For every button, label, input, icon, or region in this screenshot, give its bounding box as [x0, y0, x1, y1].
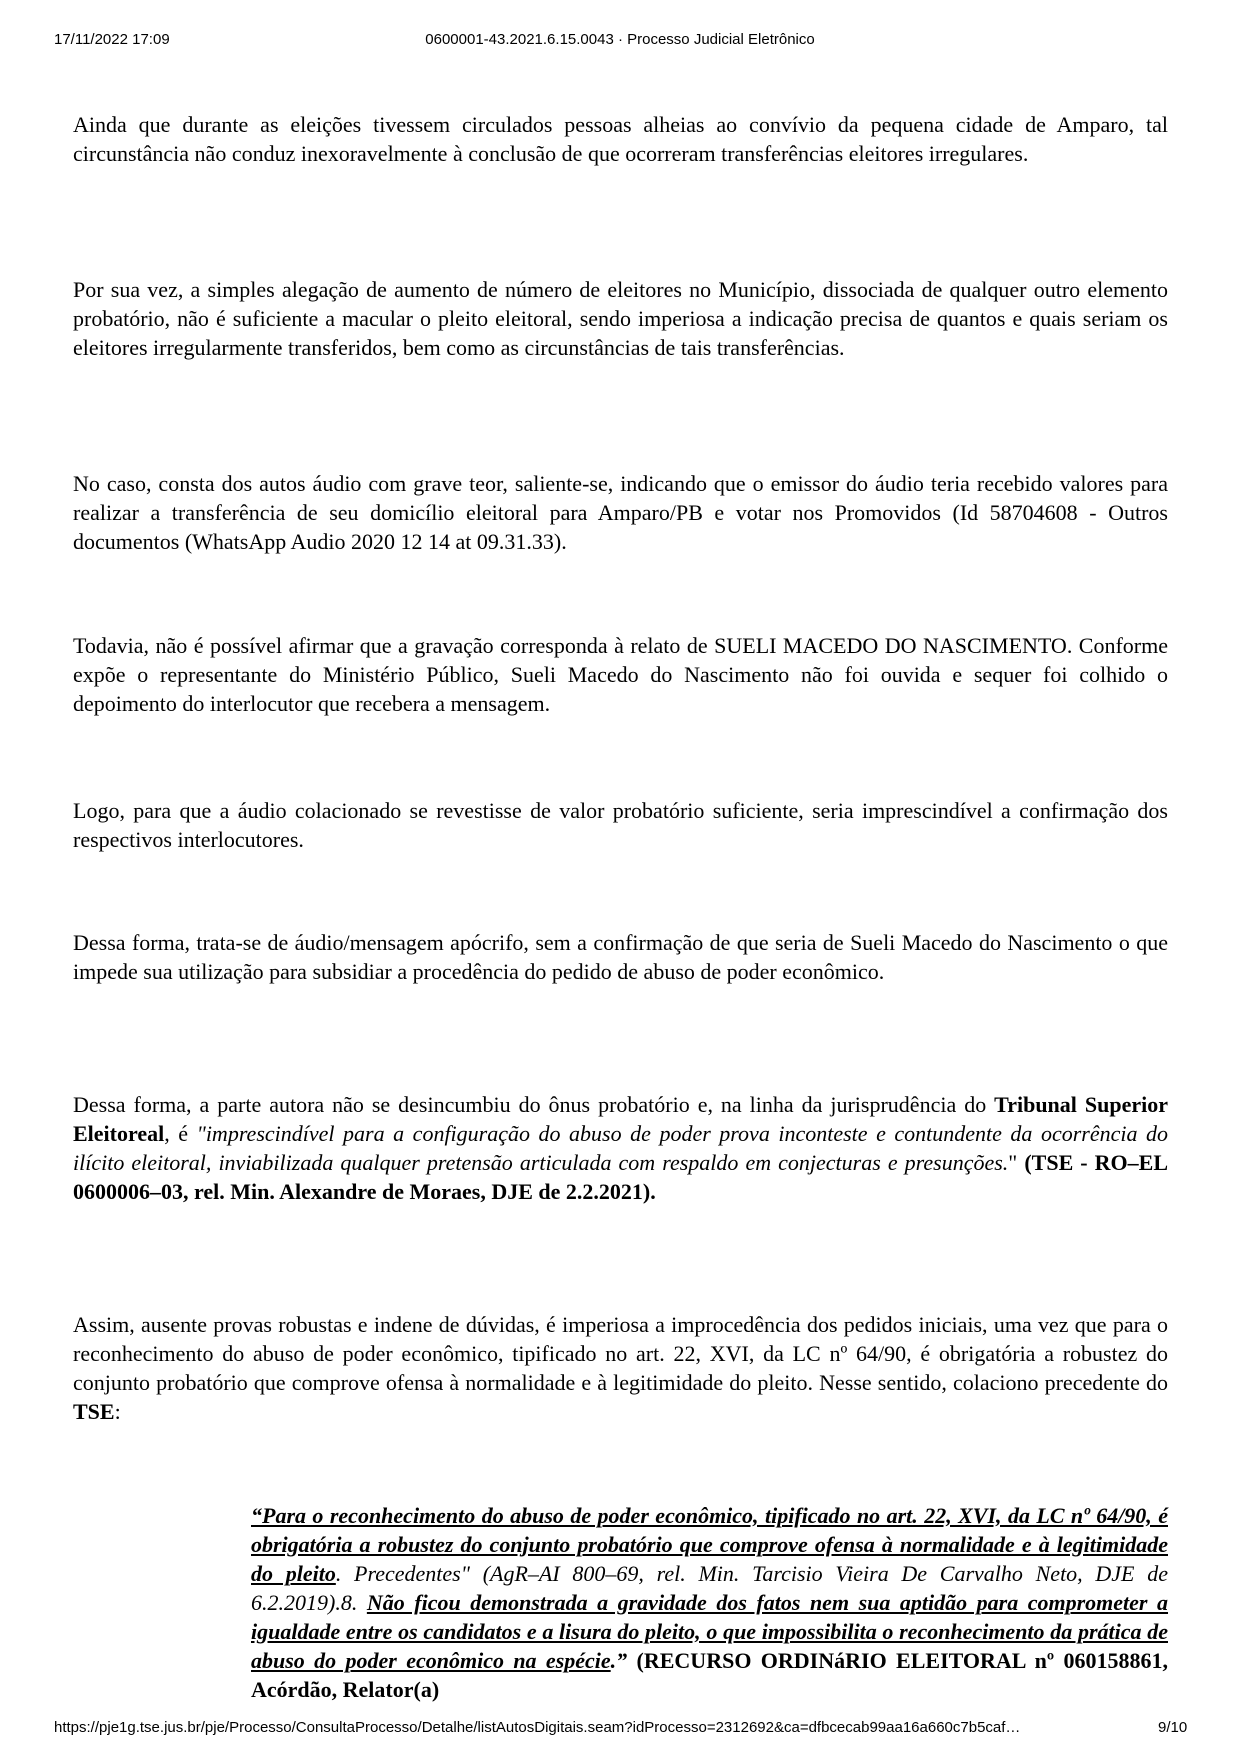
paragraph-7-text: , é	[164, 1121, 197, 1146]
quote-open-mark: “	[251, 1503, 262, 1528]
jurisprudence-quote: "imprescindível para a configuração do abuso de poder prova inconteste e contundente da ocorrência do ilícito eleitoral, inviabilizada qualquer pretensão articulada com respaldo em conjecturas e presunções.	[73, 1121, 1169, 1175]
paragraph-8-text: Assim, ausente provas robustas e indene de dúvidas, é imperiosa a improcedência dos pedidos iniciais, uma vez que para o reconhecimento do abuso de poder econômico, tipificado no art. 22, XVI, da LC nº 64/90, é obrigatória a robustez do conjunto probatório que comprove ofensa à normalidade e à legitimidade do pleito. Nesse sentido, colaciono precedente do	[73, 1312, 1168, 1395]
paragraph-5: Logo, para que a áudio colacionado se revestisse de valor probatório suficiente, seria imprescindível a confirmação dos respectivos interlocutores.	[73, 798, 1168, 852]
precedent-blockquote	[251, 1501, 1168, 1704]
paragraph-2: Por sua vez, a simples alegação de aumento de número de eleitores no Município, dissociada de qualquer outro elemento probatório, não é suficiente a macular o pleito eleitoral, sendo imperiosa a indicação precisa de quantos e quais seriam os eleitores irregularmente transferidos, bem como as circunstâncias de tais transferências.	[73, 277, 1168, 360]
quote-close-mark: .”	[610, 1648, 628, 1673]
quote-underlined-text: Para o reconhecimento do abuso de poder econômico, tipificado no art. 22, XVI, da LC nº 64/90, é obrigatória a robustez do conjunto probatório que comprove ofensa à normalidade e à legitimidade do pleito	[251, 1503, 1168, 1586]
quote-italic-text: . Precedentes" (AgR–AI 800–69, rel. Min. Tarcisio Vieira De Carvalho Neto, DJE de 6.2.2019).8.	[251, 1561, 1168, 1615]
paragraph-7	[73, 1090, 1168, 1206]
page-number: 9/10	[1158, 1719, 1188, 1736]
paragraph-8-text: :	[114, 1399, 121, 1424]
paragraph-7-text: Dessa forma, a parte autora não se desincumbiu do ônus probatório e, na linha da jurisprudência do	[73, 1092, 995, 1117]
paragraph-6: Dessa forma, trata-se de áudio/mensagem apócrifo, sem a confirmação de que seria de Sueli Macedo do Nascimento o que impede sua utilização para subsidiar a procedência do pedido de abuso de poder econômico.	[73, 930, 1168, 984]
paragraph-1: Ainda que durante as eleições tivessem circulados pessoas alheias ao convívio da pequena cidade de Amparo, tal circunstância não conduz inexoravelmente à conclusão de que ocorreram transferências eleitores irregulares.	[73, 112, 1168, 166]
paragraph-3: No caso, consta dos autos áudio com grave teor, saliente-se, indicando que o emissor do áudio teria recebido valores para realizar a transferência de seu domicílio eleitoral para Amparo/PB e votar nos Promovidos (Id 58704608 - Outros documentos (WhatsApp Audio 2020 12 14 at 09.31.33).	[73, 471, 1168, 554]
paragraph-7-text: "	[1008, 1150, 1025, 1175]
footer-url: https://pje1g.tse.jus.br/pje/Processo/ConsultaProcesso/Detalhe/listAutosDigitais.seam?idProcesso=2312692&ca=dfbcecab99aa16a660c7b5caf…	[54, 1719, 1021, 1736]
paragraph-8	[73, 1310, 1168, 1426]
quote-citation: (RECURSO ORDINáRIO ELEITORAL nº 060158861, Acórdão, Relator(a)	[251, 1648, 1168, 1702]
court-name: Tribunal Superior Eleitoreal	[73, 1092, 1168, 1146]
court-abbreviation: TSE	[73, 1399, 115, 1424]
citation-reference: (TSE - RO–EL 0600006–03, rel. Min. Alexandre de Moraes, DJE de 2.2.2021).	[73, 1150, 1168, 1204]
print-datetime: 17/11/2022 17:09	[54, 31, 170, 48]
paragraph-4: Todavia, não é possível afirmar que a gravação corresponda à relato de SUELI MACEDO DO NASCIMENTO. Conforme expõe o representante do Ministério Público, Sueli Macedo do Nascimento não foi ouvida e sequer foi colhido o depoimento do interlocutor que recebera a mensagem.	[73, 633, 1168, 716]
quote-underlined-text: Não ficou demonstrada a gravidade dos fatos nem sua aptidão para comprometer a igualdade entre os candidatos e a lisura do pleito, o que impossibilita o reconhecimento da prática de abuso do poder econômico na espécie	[251, 1590, 1169, 1673]
document-header-title: 0600001-43.2021.6.15.0043 · Processo Judicial Eletrônico	[425, 31, 815, 48]
